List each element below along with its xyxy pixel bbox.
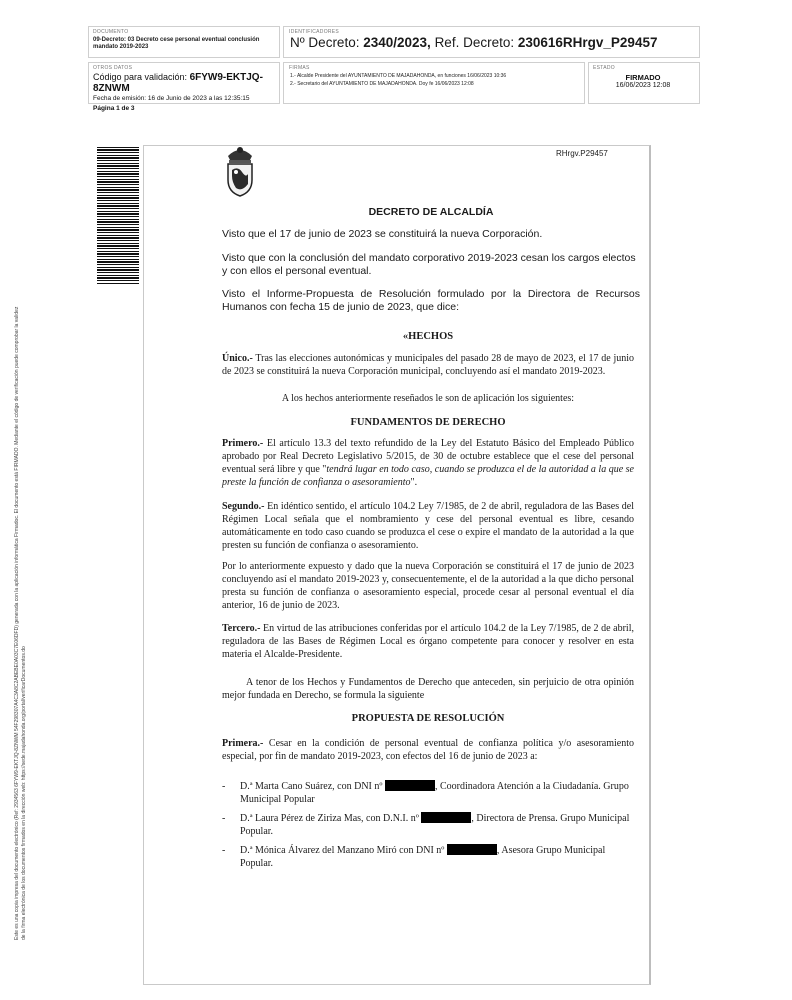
tercero-text: En virtud de las atribuciones conferidas por el artículo 104.2 de la Ley 7/1985, de 2 de abril, reguladora de las Bases de Régimen Local es órgano competente para conocer y resolver en esta materia el Alcalde-Presidente. [222, 623, 634, 660]
primera-lead: Primera.- [222, 738, 264, 749]
propuesta-heading: PROPUESTA DE RESOLUCIÓN [351, 713, 505, 724]
list-dash: - [222, 845, 226, 856]
decree-prefix: Nº Decreto: [290, 35, 360, 50]
unico-text: Tras las elecciones autonómicas y municipales del pasado 28 de mayo de 2023, el 17 de junio de 2023 se constituirá la nueva Corporación municipal, concluyendo así el mandato 2019-2023. [222, 353, 634, 377]
validation-code: 6FYW9-EKTJQ-8ZNWM [93, 72, 263, 94]
unico-lead: Único.- [222, 353, 253, 364]
ref-number: 230616RHrgv_P29457 [517, 35, 658, 50]
firma-2: 2.- Secretario del AYUNTAMIENTO DE MAJADAHONDA. Doy fe 16/06/2023 12:08 [290, 81, 474, 87]
fundamentos-heading: FUNDAMENTOS DE DERECHO [350, 417, 506, 428]
hechos-heading: «HECHOS [402, 331, 454, 342]
side-verification-text: Este es una copia impresa del documento electrónico (Ref: 2934563 6FYW9-EKTJQ-8ZNWM 54F298307A4C3A8C2ABEBE0A03C7E06DFD) generada con la aplicación informática Firmadoc. El documento está FIRMADO. Mediante el código de verificación puede comprobar la validez de la firma electrónica de los documentos firmados en la dirección web: https://sede.majadahonda.org/portal/verificarDocumentos.do [14, 306, 27, 940]
otros-datos-label: OTROS DATOS [93, 65, 133, 71]
pagina-indicator: Página 1 de 3 [93, 105, 135, 112]
personnel-list [222, 780, 634, 876]
estado-label: ESTADO [593, 65, 615, 71]
decree-identifiers [290, 35, 657, 50]
document-title: DECRETO DE ALCALDÍA [368, 206, 494, 218]
decree-number: 2340/2023, [363, 35, 431, 50]
primero-end: ". [410, 477, 418, 488]
visto-paragraph-3: Visto el Informe-Propuesta de Resolución formulado por la Directora de Recursos Humanos con fecha 15 de junio de 2023, que dice: [222, 288, 640, 313]
unico-paragraph [222, 352, 634, 378]
hechos-transition: A los hechos anteriormente reseñados le son de aplicación los siguientes: [281, 393, 575, 404]
segundo-lead: Segundo.- [222, 501, 265, 512]
codigo-label: Código para validación: [93, 72, 188, 82]
firma-1: 1.- Alcalde Presidente del AYUNTAMIENTO DE MAJADAHONDA, en funciones 16/06/2023 10:36 [290, 73, 507, 79]
validation-block [93, 72, 278, 114]
list-item [222, 780, 634, 806]
firmas-list [290, 72, 580, 88]
tercero-lead: Tercero.- [222, 623, 261, 634]
list-item-pre: D.ª Marta Cano Suárez, con DNI nº [240, 781, 385, 792]
list-item [222, 844, 634, 870]
coat-of-arms-icon [220, 142, 260, 198]
validation-code-line [93, 72, 278, 94]
estado-block [590, 73, 696, 89]
identificadores-label: IDENTIFICADORES [289, 29, 340, 35]
barcode [97, 147, 139, 284]
list-item-pre: D.ª Laura Pérez de Ziriza Mas, con D.N.I. nº [240, 813, 422, 824]
redaction-block [447, 844, 497, 855]
documento-text: 09-Decreto: 03 Decreto cese personal eventual conclusión mandato 2019-2023 [93, 37, 260, 50]
redaction-block [421, 812, 471, 823]
visto-paragraph-2: Visto que con la conclusión del mandato corporativo 2019-2023 cesan los cargos electos y con ellos el personal eventual. [222, 252, 636, 277]
primero-paragraph [222, 437, 634, 489]
primera-paragraph [222, 737, 634, 763]
segundo-text: En idéntico sentido, el artículo 104.2 Ley 7/1985, de 2 de abril, reguladora de las Bases del Régimen Local señala que el nombramiento y cese del personal eventual es libre, cesando automáticamente en todo caso cuando se produzca el cese o expire el mandato de la autoridad a la que presten su función de confianza o asesoramiento. [222, 501, 634, 551]
segundo-paragraph [222, 500, 634, 552]
list-item-post: , Directora de Prensa. Grupo Municipal Popular. [240, 813, 630, 837]
fecha-emision: Fecha de emisión: 16 de Junio de 2023 a las 12:35:15 [93, 95, 250, 102]
list-item-pre: D.ª Mónica Álvarez del Manzano Miró con DNI nº [240, 845, 447, 856]
anterior-paragraph: Por lo anteriormente expuesto y dado que la nueva Corporación se constituirá el 17 de junio de 2023 concluyendo así el mandato 2019-2023 y, consecuentemente, el de la autoridad a la que dicho personal presta su función de confianza o asesoramiento especial, procede cesar al personal eventual el día anterior, 16 de junio de 2023. [222, 561, 634, 611]
primero-lead: Primero.- [222, 438, 264, 449]
firmas-label: FIRMAS [289, 65, 310, 71]
reference-code: RHrgv.P29457 [556, 149, 608, 158]
ref-prefix: Ref. Decreto: [434, 35, 515, 50]
documento-label: DOCUMENTO [93, 29, 129, 35]
primero-italic-quote: tendrá lugar en todo caso, cuando se produzca el de la autoridad a la que se preste la función de confianza o asesoramiento [222, 464, 634, 488]
list-item-post: , Coordinadora Atención a la Ciudadanía. Grupo Municipal Popular [240, 781, 629, 805]
tercero-paragraph [222, 622, 634, 661]
primera-text: Cesar en la condición de personal eventual de confianza política y/o asesoramiento especial, por fin de mandato 2019-2023, con efectos del 16 de junio de 2023 a: [222, 738, 634, 762]
estado-date: 16/06/2023 12:08 [615, 82, 671, 89]
list-dash: - [222, 813, 226, 824]
estado-value: FIRMADO [625, 73, 661, 82]
tenor-paragraph: A tenor de los Hechos y Fundamentos de Derecho que anteceden, sin perjuicio de otra opinión mejor fundada en Derecho, se formula la siguiente [222, 677, 634, 701]
primero-text: El artículo 13.3 del texto refundido de la Ley del Estatuto Básico del Empleado Público aprobado por Real Decreto Legislativo 5/2015, de 30 de octubre establece que el cese del personal eventual será libre y que " [222, 438, 634, 475]
visto-paragraph-1: Visto que el 17 de junio de 2023 se constituirá la nueva Corporación. [222, 228, 543, 240]
list-dash: - [222, 781, 226, 792]
list-item [222, 812, 634, 838]
list-item-post: , Asesora Grupo Municipal Popular. [240, 845, 606, 869]
redaction-block [385, 780, 435, 791]
